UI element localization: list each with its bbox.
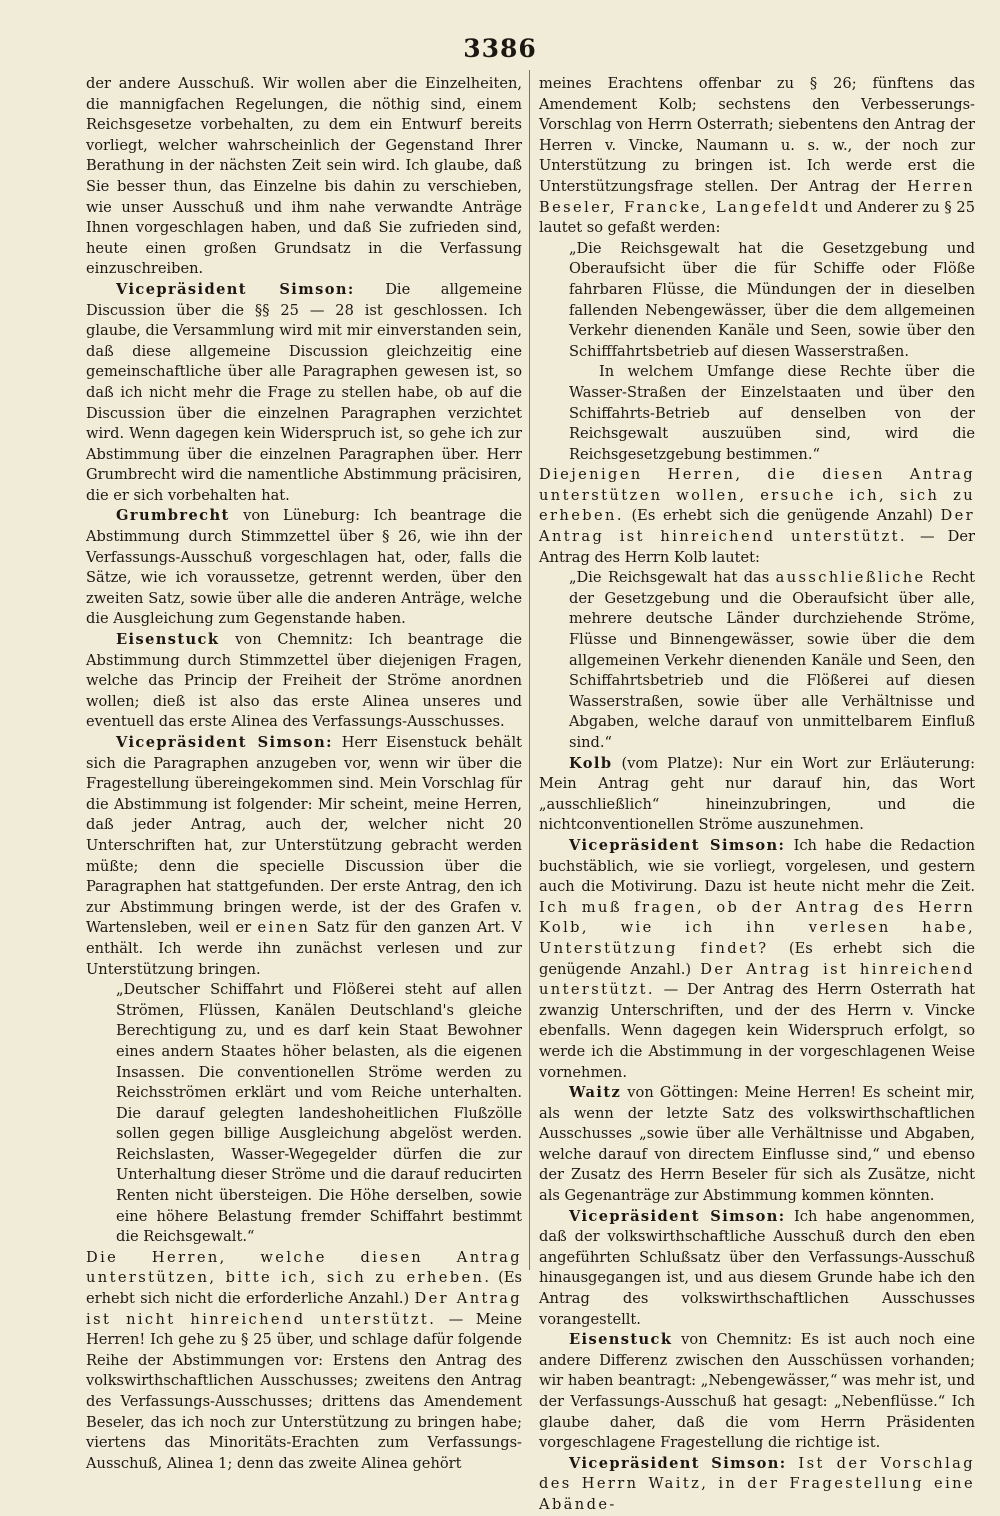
speaker-name: Kolb — [569, 754, 613, 772]
paragraph — [569, 362, 975, 465]
spaced-text: Der Antrag ist hinreichend unterstützt. — [539, 507, 975, 546]
text-run: und Anderer zu § 25 lautet so gefaßt werden: — [539, 198, 975, 237]
paragraph — [539, 836, 975, 1083]
spaced-text: Der Antrag ist hinreichend unterstützt. — [539, 960, 975, 999]
paragraph — [539, 74, 975, 239]
speaker-name: Grumbrecht — [116, 507, 230, 525]
speaker-name: Vicepräsident Simson: — [569, 836, 786, 854]
text-run: Recht der Gesetzgebung und die Oberaufsicht über alle, mehrere deutsche Länder durchziehende Ströme, Flüsse und Binnengewässer, sowie über die dem allgemeinen Verkehr dienenden Kanäle und Seen, den Schiffahrtsbetrieb und die Flößerei auf diesen Wasserstraßen, sowie über alle Verhältnisse und Abgaben, welche darauf von unmittelbarem Einfluß sind.“ — [569, 569, 975, 751]
speaker-name: Eisenstuck — [569, 1331, 673, 1349]
text-run: Die allgemeine Discussion über die §§ 25 — 28 ist geschlossen. Ich glaube, die Versammlung wird mit mir einverstanden sein, daß diese allgemeine Discussion gleichzeitig eine gemeinschaftliche über alle Paragraphen gewesen ist, so daß ich nicht mehr die Frage zu stellen habe, ob auf die Discussion über die einzelnen Paragraphen verzichtet wird. Wenn dagegen kein Widerspruch ist, so gehe ich zur Abstimmung über die einzelnen Paragraphen über. Herr Grumbrecht wird die namentliche Abstimmung präcisiren, die er sich vorbehalten hat. — [86, 280, 523, 504]
text-run: Ich habe die Redaction buchstäblich, wie sie vorliegt, vorgelesen, und gestern auch die Motivirung. Dazu ist heute nicht mehr die Zeit. — [539, 836, 975, 896]
paragraph — [86, 1248, 522, 1475]
text-run: meines Erachtens offenbar zu § 26; fünftens das Amendement Kolb; sechstens den Verbesserungs-Vorschlag von Herrn Osterrath; siebentens den Antrag der Herren v. Vincke, Naumann u. s. w., der noch zur Unterstützung zu bringen ist. Ich werde erst die Unterstützungsfrage stellen. Der Antrag der — [539, 75, 975, 195]
paragraph — [86, 630, 522, 733]
text-run: — Der Antrag des Herrn Osterrath hat zwanzig Unterschriften, und der des Herrn v. Vincke ebenfalls. Wenn dagegen kein Widerspruch erfolgt, so werde ich die Abstimmung in der vorgeschlagenen Weise vornehmen. — [539, 981, 975, 1081]
paragraph — [539, 465, 975, 568]
text-run: von Lüneburg: Ich beantrage die Abstimmung durch Stimmzettel über § 26, wie ihn der Verfassungs-Ausschuß vorgeschlagen hat, oder, falls die Sätze, wie ich voraussetze, getrennt werden, über den zweiten Satz, sowie über alle die anderen Anträge, welche die Ausgleichung zum Gegenstande haben. — [86, 507, 522, 628]
left-column — [86, 74, 523, 1472]
page-number: 3386 — [463, 34, 537, 63]
paragraph — [116, 980, 522, 1248]
spaced-text: einen — [257, 919, 311, 937]
text-run: „Die Reichsgewalt hat die Gesetzgebung und Oberaufsicht über die für Schiffe oder Flöße fahrbaren Flüsse, die Mündungen der in dieselben fallenden Nebengewässer, über die dem allgemeinen Verkehr dienenden Kanäle und Seen, sowie über den Schifffahrtsbetrieb auf diesen Wasserstraßen. — [569, 239, 975, 360]
paragraph — [86, 280, 522, 507]
text-run: (Es erhebt sich die genügende Anzahl) — [623, 507, 941, 525]
speaker-name: Vicepräsident Simson: — [116, 280, 355, 298]
text-run: Herr Eisenstuck behält sich die Paragraphen anzugeben vor, wenn wir über die Fragestellung übereingekommen sind. Mein Vorschlag für die Abstimmung ist folgender: Mir scheint, meine Herren, daß jeder Antrag, auch der, welcher nicht 20 Unterschriften hat, zur Unterstützung gebracht werden müßte; denn die specielle Discussion über die Paragraphen hat stattgefunden. Der erste Antrag, den ich zur Abstimmung bringen werde, ist der des Grafen v. Wartensleben, weil er — [86, 734, 522, 937]
text-run: der andere Ausschuß. Wir wollen aber die Einzelheiten, die mannigfachen Regelungen, die nöthig sind, einem Reichsgesetze vorbehalten, zu dem ein Entwurf bereits vorliegt, welcher wahrscheinlich der Gegenstand Ihrer Berathung in der nächsten Zeit sein wird. Ich glaube, daß Sie besser thun, das Einzelne bis dahin zu verschieben, wie unser Ausschuß und ihm nahe verwandte Anträge Ihnen vorgeschlagen haben, und daß Sie zufrieden sind, heute einen großen Grundsatz in die Verfassung einzuschreiben. — [86, 75, 522, 278]
spaced-text: Herren Beseler, Francke, Langefeldt — [539, 177, 975, 216]
text-run: Ich habe angenommen, daß der volkswirthschaftliche Ausschuß durch den eben angeführten Schlußsatz über den Verfassungs-Ausschuß hinausgegangen ist, und aus diesem Grunde habe ich den Antrag des volkswirthschaftlichen Ausschusses vorangestellt. — [539, 1207, 975, 1328]
speaker-name: Vicepräsident Simson: — [569, 1454, 787, 1472]
text-run: von Göttingen: Meine Herren! Es scheint mir, als wenn der letzte Satz des volkswirthschaftlichen Ausschusses „sowie über alle Verhältnisse und Abgaben, welche darauf von directem Einflusse sind,“ und ebenso der Zusatz des Herrn Beseler für sich als Zusätze, nicht als Gegenanträge zur Abstimmung kommen könnten. — [539, 1084, 975, 1205]
text-run: „Deutscher Schiffahrt und Flößerei steht auf allen Strömen, Flüssen, Kanälen Deutschland's gleiche Berechtigung zu, und es darf kein Staat Bewohner eines andern Staates höher belasten, als die eigenen Insassen. Die conventionellen Ströme werden zu Reichsströmen erklärt und vom Reiche unterhalten. Die darauf gelegten landeshoheitlichen Flußzölle sollen gegen billige Ausgleichung abgelöst werden. Reichslasten, Wasser-Wegegelder dürfen die zur Unterhaltung dieser Ströme und die darauf reducirten Renten nicht übersteigen. Die Höhe derselben, sowie eine höhere Belastung fremder Schiffahrt bestimmt die Reichsgewalt.“ — [116, 981, 522, 1246]
spaced-text: Diejenigen Herren, die diesen Antrag unterstützen wollen, ersuche ich, sich zu erheben. — [539, 466, 975, 525]
paragraph — [86, 733, 522, 980]
text-run: (Es erhebt sich die genügende Anzahl.) — [539, 939, 975, 978]
paragraph — [539, 1454, 975, 1516]
spaced-text: Ist der Vorschlag des Herrn Waitz, in der Fragestellung eine Abände- — [539, 1454, 975, 1513]
text-run: „Die Reichsgewalt hat das — [569, 569, 776, 587]
spaced-text: Die Herren, welche diesen Antrag unterstützen, bitte ich, sich zu erheben. — [86, 1248, 522, 1287]
paragraph — [86, 74, 522, 280]
text-run: von Chemnitz: Ich beantrage die Abstimmung durch Stimmzettel über diejenigen Fragen, welche das Princip der Freiheit der Ströme anordnen wollen; dieß ist also das erste Alinea unseres und eventuell das erste Alinea des Verfassungs-Ausschusses. — [86, 631, 522, 731]
speaker-name: Waitz — [569, 1084, 622, 1102]
text-run: von Chemnitz: Es ist auch noch eine andere Differenz zwischen den Ausschüssen vorhanden; wir haben beantragt: „Nebengewässer,“ was mehr ist, und der Verfassungs-Ausschuß hat gesagt: „Nebenflüsse.“ Ich glaube daher, daß die vom Herrn Präsidenten vorgeschlagene Fragestellung die richtige ist. — [539, 1331, 975, 1452]
text-run: — Meine Herren! Ich gehe zu § 25 über, und schlage dafür folgende Reihe der Abstimmungen vor: Erstens den Antrag des volkswirthschaftlichen Ausschusses; zweitens den Antrag des Verfassungs-Ausschusses; drittens das Amendement Beseler, das ich noch zur Unterstützung zu bringen habe; viertens das Minoritäts-Erachten zum Verfassungs-Ausschuß, Alinea 1; denn das zweite Alinea gehört — [86, 1310, 522, 1472]
paragraph — [539, 1207, 975, 1331]
text-run: Satz für den ganzen Art. V enthält. Ich werde ihn zunächst verlesen und zur Unterstützung bringen. — [86, 919, 522, 978]
paragraph — [569, 239, 975, 363]
paragraph — [86, 506, 522, 630]
text-run: In welchem Umfange diese Rechte über die Wasser-Straßen der Einzelstaaten und über den Schiffahrts-Betrieb auf denselben von der Reichsgewalt auszuüben sind, wird die Reichsgesetzgebung bestimmen.“ — [569, 363, 975, 463]
spaced-text: Ich muß fragen, ob der Antrag des Herrn Kolb, wie ich ihn verlesen habe, Unterstützung findet? — [539, 898, 975, 957]
speaker-name: Eisenstuck — [116, 631, 220, 649]
right-column — [539, 74, 975, 1513]
spaced-text: ausschließliche — [775, 569, 926, 587]
paragraph — [539, 1330, 975, 1454]
text-run: (Es erhebt sich nicht die erforderliche Anzahl.) — [86, 1269, 522, 1308]
paragraph — [569, 568, 975, 753]
text-run: — Der Antrag des Herrn Kolb lautet: — [539, 528, 975, 566]
paragraph — [539, 754, 975, 836]
text-run: (vom Platze): Nur ein Wort zur Erläuterung: Mein Antrag geht nur darauf hin, das Wort „ausschließlich“ hineinzubringen, und die nichtconventionellen Ströme auszunehmen. — [539, 754, 975, 834]
column-divider — [529, 70, 530, 1270]
spaced-text: Der Antrag ist nicht hinreichend unterstützt. — [86, 1290, 522, 1328]
speaker-name: Vicepräsident Simson: — [569, 1207, 786, 1225]
paragraph — [539, 1083, 975, 1207]
speaker-name: Vicepräsident Simson: — [116, 734, 333, 751]
